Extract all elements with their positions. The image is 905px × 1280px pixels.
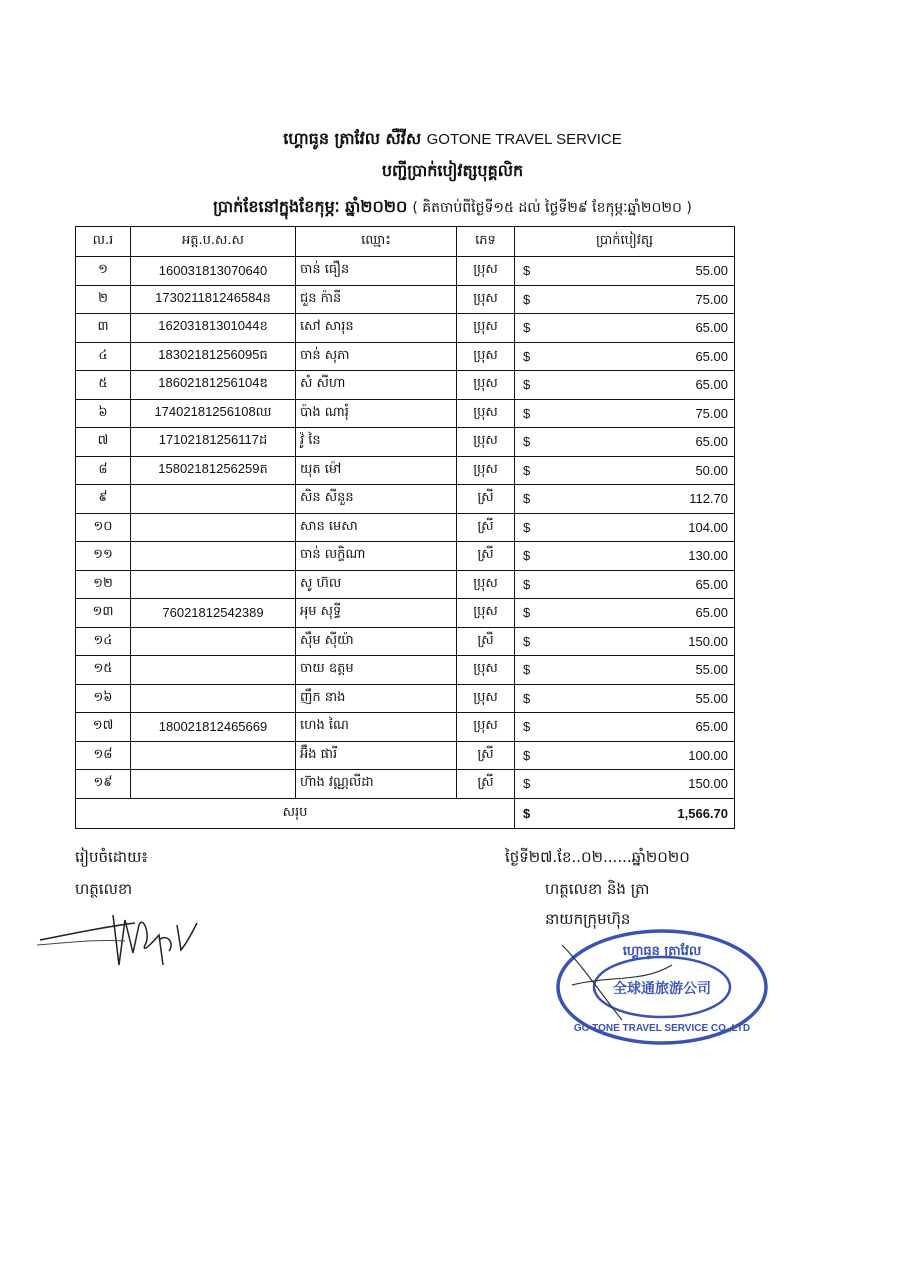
- row-number: ៤: [76, 342, 131, 371]
- row-number: ៦: [76, 399, 131, 428]
- row-salary-cell: [515, 627, 735, 656]
- row-nssf-id: [131, 513, 296, 542]
- row-sex: ប្រុស: [457, 428, 515, 457]
- row-sex: ស្រី: [457, 770, 515, 799]
- row-sex: ប្រុស: [457, 684, 515, 713]
- row-nssf-id: 16203181301044ខ: [131, 314, 296, 343]
- currency-symbol: $: [523, 805, 531, 821]
- row-salary: 65.00: [695, 377, 728, 393]
- row-name: ចាយ ឧត្តម: [296, 656, 457, 685]
- row-name: ហេង ណៃ: [296, 713, 457, 742]
- table-row: [76, 684, 735, 713]
- currency-symbol: $: [523, 576, 531, 592]
- row-sex: ស្រី: [457, 513, 515, 542]
- row-number: ១៨: [76, 741, 131, 770]
- row-nssf-id: [131, 485, 296, 514]
- row-number: ១៩: [76, 770, 131, 799]
- table-row: [76, 599, 735, 628]
- row-salary-cell: [515, 542, 735, 571]
- currency-symbol: $: [523, 548, 531, 564]
- row-salary-cell: [515, 741, 735, 770]
- row-number: ៥: [76, 371, 131, 400]
- row-number: ៨: [76, 456, 131, 485]
- table-row: [76, 513, 735, 542]
- table-row: [76, 770, 735, 799]
- stamp-chinese-text: 全球通旅游公司: [613, 981, 711, 997]
- period-note: ( គិតចាប់ពីថ្ងៃទី១៥ ដល់ ថ្ងៃទី២៩ ខែកុម្ភៈឆ្នាំ២០២០ ): [412, 200, 692, 216]
- table-row: [76, 399, 735, 428]
- row-salary-cell: [515, 485, 735, 514]
- currency-symbol: $: [523, 519, 531, 535]
- table-row: [76, 371, 735, 400]
- date-line: ថ្ងៃទី២៧.ខែ..០២......ឆ្នាំ២០២០: [505, 848, 690, 866]
- table-header-row: [76, 227, 735, 257]
- row-nssf-id: 18602181256104ឌ: [131, 371, 296, 400]
- table-row: [76, 656, 735, 685]
- row-salary-cell: [515, 684, 735, 713]
- row-sex: ស្រី: [457, 627, 515, 656]
- currency-symbol: $: [523, 320, 531, 336]
- currency-symbol: $: [523, 263, 531, 279]
- signature-scribble-left: [35, 905, 210, 980]
- list-title: បញ្ជីប្រាក់បៀវត្សបុគ្គលិក: [381, 161, 524, 180]
- row-name: វ៉ូ នៃ: [296, 428, 457, 457]
- row-name: ជួន ក៉ានី: [296, 285, 457, 314]
- row-salary: 55.00: [695, 690, 728, 706]
- currency-symbol: $: [523, 462, 531, 478]
- company-name-khmer: ហ្គោធូន ត្រាវែល សឺវីស: [283, 129, 422, 148]
- row-name: ចាន់ លក្ខិណា: [296, 542, 457, 571]
- row-salary: 104.00: [688, 519, 728, 535]
- row-nssf-id: [131, 570, 296, 599]
- row-nssf-id: 17402181256108ឈ: [131, 399, 296, 428]
- row-number: ១: [76, 257, 131, 286]
- row-number: ១៣: [76, 599, 131, 628]
- row-salary-cell: [515, 371, 735, 400]
- row-nssf-id: 17102181256117ដ: [131, 428, 296, 457]
- row-name: សំ សីហា: [296, 371, 457, 400]
- table-row: [76, 314, 735, 343]
- row-sex: ប្រុស: [457, 257, 515, 286]
- row-nssf-id: [131, 542, 296, 571]
- row-name: ប៉ាង ណារុំ: [296, 399, 457, 428]
- currency-symbol: $: [523, 377, 531, 393]
- table-row: [76, 741, 735, 770]
- row-salary-cell: [515, 399, 735, 428]
- currency-symbol: $: [523, 719, 531, 735]
- row-nssf-id: 160031813070640: [131, 257, 296, 286]
- currency-symbol: $: [523, 291, 531, 307]
- row-salary: 55.00: [695, 263, 728, 279]
- row-name: ហ៊ាង វណ្ណលីដា: [296, 770, 457, 799]
- row-number: ១៤: [76, 627, 131, 656]
- row-name: ចាន់ សុភា: [296, 342, 457, 371]
- table-row: [76, 713, 735, 742]
- row-salary-cell: [515, 713, 735, 742]
- row-sex: ប្រុស: [457, 656, 515, 685]
- row-salary: 65.00: [695, 348, 728, 364]
- row-salary: 150.00: [688, 776, 728, 792]
- period-title: [0, 196, 905, 220]
- row-number: ១១: [76, 542, 131, 571]
- header-salary: ប្រាក់បៀវត្ស: [515, 227, 735, 257]
- row-nssf-id: 173021181246584ន: [131, 285, 296, 314]
- row-salary-cell: [515, 285, 735, 314]
- company-name-english: GOTONE TRAVEL SERVICE: [426, 131, 622, 148]
- row-name: សូ ហ៊ល: [296, 570, 457, 599]
- table-row: [76, 542, 735, 571]
- stamp-english-text: GO TONE TRAVEL SERVICE CO.,LTD: [573, 1023, 751, 1034]
- row-sex: ប្រុស: [457, 456, 515, 485]
- row-name: ញឹក នាង: [296, 684, 457, 713]
- currency-symbol: $: [523, 605, 531, 621]
- currency-symbol: $: [523, 690, 531, 706]
- row-number: ៣: [76, 314, 131, 343]
- row-salary-cell: [515, 656, 735, 685]
- total-row: [76, 798, 735, 828]
- row-name: សៅ សារុន: [296, 314, 457, 343]
- currency-symbol: $: [523, 491, 531, 507]
- row-sex: ប្រុស: [457, 399, 515, 428]
- row-number: ១៥: [76, 656, 131, 685]
- row-sex: ស្រី: [457, 741, 515, 770]
- month-title: ប្រាក់ខែនៅក្នុងខែកុម្ភៈ ឆ្នាំ២០២០: [213, 197, 408, 216]
- row-sex: ប្រុស: [457, 599, 515, 628]
- row-salary: 50.00: [695, 462, 728, 478]
- row-salary-cell: [515, 257, 735, 286]
- row-number: ៧: [76, 428, 131, 457]
- row-number: ១០: [76, 513, 131, 542]
- signature-and-stamp-label: ហត្ថលេខា និង ត្រា: [545, 880, 650, 898]
- row-nssf-id: 15802181256259ត: [131, 456, 296, 485]
- currency-symbol: $: [523, 348, 531, 364]
- table-body: [76, 257, 735, 799]
- table-row: [76, 456, 735, 485]
- row-nssf-id: 18302181256095ធ: [131, 342, 296, 371]
- row-name: យុត ម៉ៅ: [296, 456, 457, 485]
- header-name: ឈ្មោះ: [296, 227, 457, 257]
- currency-symbol: $: [523, 633, 531, 649]
- row-salary-cell: [515, 770, 735, 799]
- row-salary: 75.00: [695, 405, 728, 421]
- row-salary-cell: [515, 599, 735, 628]
- row-nssf-id: [131, 627, 296, 656]
- currency-symbol: $: [523, 434, 531, 450]
- table-row: [76, 428, 735, 457]
- row-number: ៩: [76, 485, 131, 514]
- row-name: ស៊ឹម ស៊ីយ៉ា: [296, 627, 457, 656]
- row-salary: 75.00: [695, 291, 728, 307]
- row-sex: ប្រុស: [457, 342, 515, 371]
- total-label: សរុប: [76, 798, 515, 828]
- row-salary-cell: [515, 314, 735, 343]
- row-salary: 55.00: [695, 662, 728, 678]
- currency-symbol: $: [523, 662, 531, 678]
- payroll-table: [75, 226, 735, 829]
- table-row: [76, 570, 735, 599]
- table-row: [76, 627, 735, 656]
- row-nssf-id: [131, 741, 296, 770]
- row-salary-cell: [515, 570, 735, 599]
- row-nssf-id: 180021812465669: [131, 713, 296, 742]
- row-salary: 65.00: [695, 576, 728, 592]
- header-no: ល.រ: [76, 227, 131, 257]
- row-name: ចាន់ ធឿន: [296, 257, 457, 286]
- currency-symbol: $: [523, 747, 531, 763]
- row-sex: ប្រុស: [457, 371, 515, 400]
- row-number: ១៦: [76, 684, 131, 713]
- row-salary: 100.00: [688, 747, 728, 763]
- total-amount: 1,566.70: [677, 805, 728, 821]
- row-nssf-id: 76021812542389: [131, 599, 296, 628]
- row-nssf-id: [131, 770, 296, 799]
- currency-symbol: $: [523, 776, 531, 792]
- row-nssf-id: [131, 684, 296, 713]
- currency-symbol: $: [523, 405, 531, 421]
- row-salary-cell: [515, 342, 735, 371]
- row-sex: ប្រុស: [457, 713, 515, 742]
- signature-label-left: ហត្ថលេខា: [75, 880, 133, 898]
- header-sex: ភេទ: [457, 227, 515, 257]
- row-sex: ប្រុស: [457, 570, 515, 599]
- company-stamp: [552, 925, 772, 1050]
- row-salary-cell: [515, 428, 735, 457]
- row-name: សិន សីនួន: [296, 485, 457, 514]
- table-row: [76, 342, 735, 371]
- company-title: [0, 128, 905, 152]
- table-row: [76, 257, 735, 286]
- row-sex: ប្រុស: [457, 314, 515, 343]
- row-salary-cell: [515, 456, 735, 485]
- row-salary: 65.00: [695, 320, 728, 336]
- row-salary: 112.70: [689, 491, 728, 507]
- row-name: សាន មេសា: [296, 513, 457, 542]
- row-salary: 130.00: [688, 548, 728, 564]
- row-name: អុម សុទ្ធី: [296, 599, 457, 628]
- row-nssf-id: [131, 656, 296, 685]
- row-name: អ៊ឹង ផារី: [296, 741, 457, 770]
- row-number: ២: [76, 285, 131, 314]
- total-amount-cell: [515, 798, 735, 828]
- table-row: [76, 485, 735, 514]
- row-number: ១៧: [76, 713, 131, 742]
- table-row: [76, 285, 735, 314]
- row-number: ១២: [76, 570, 131, 599]
- row-salary: 150.00: [688, 633, 728, 649]
- stamp-khmer-text: ហ្គោធូន ត្រាវែល: [622, 944, 702, 959]
- header-id: អត្ត.ប.ស.ស: [131, 227, 296, 257]
- prepared-by-label: រៀបចំដោយ៖: [75, 848, 148, 866]
- row-salary-cell: [515, 513, 735, 542]
- row-sex: ប្រុស: [457, 285, 515, 314]
- row-sex: ស្រី: [457, 485, 515, 514]
- row-sex: ស្រី: [457, 542, 515, 571]
- director-label: នាយកក្រុមហ៊ុន: [545, 910, 631, 928]
- row-salary: 65.00: [695, 605, 728, 621]
- row-salary: 65.00: [695, 719, 728, 735]
- row-salary: 65.00: [695, 434, 728, 450]
